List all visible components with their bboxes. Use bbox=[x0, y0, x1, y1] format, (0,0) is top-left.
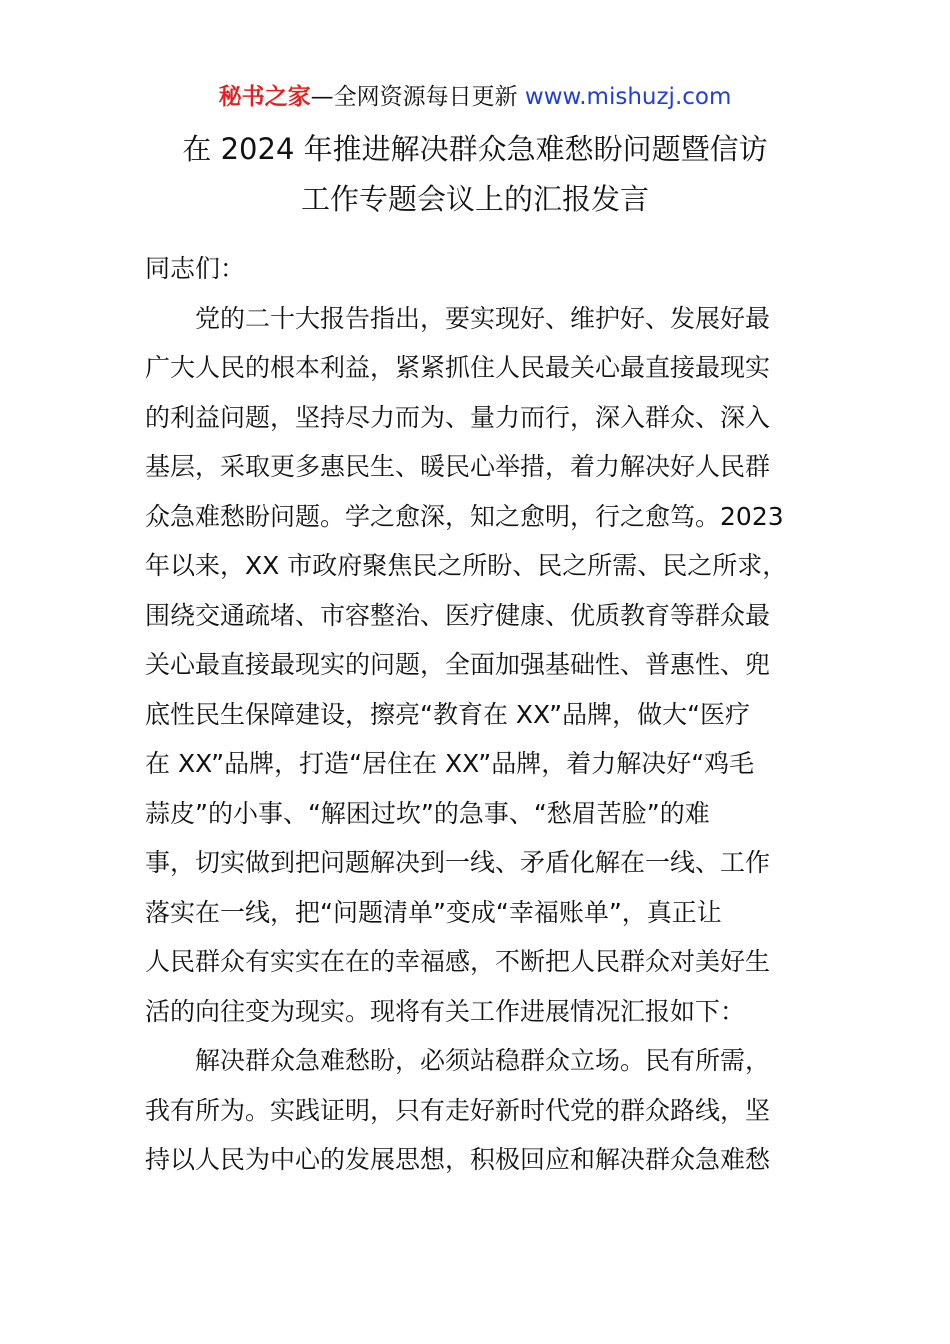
document-title-line-2: 工作专题会议上的汇报发言 bbox=[300, 182, 649, 216]
body-line: 我有所为。实践证明，只有走好新时代党的群众路线，坚 bbox=[145, 1095, 771, 1125]
body-line: 蒜皮”的小事、“解困过坎”的急事、“愁眉苦脸”的难 bbox=[145, 798, 710, 828]
body-line: 的利益问题，坚持尽力而为、量力而行，深入群众、深入 bbox=[145, 402, 771, 432]
body-line: 持以人民为中心的发展思想，积极回应和解决群众急难愁 bbox=[145, 1145, 771, 1174]
body-line: 事，切实做到把问题解决到一线、矛盾化解在一线、工作 bbox=[145, 848, 771, 877]
body-line: 基层，采取更多惠民生、暖民心举措，着力解决好人民群 bbox=[145, 452, 771, 481]
body-line: 底性民生保障建设，擦亮“教育在 XX”品牌，做大“医疗 bbox=[145, 699, 751, 729]
body-line: 人民群众有实实在在的幸福感，不断把人民群众对美好生 bbox=[145, 947, 771, 976]
body-text bbox=[145, 244, 825, 1185]
body-line: 落实在一线，把“问题清单”变成“幸福账单”，真正让 bbox=[145, 897, 722, 927]
body-line: 活的向往变为现实。现将有关工作进展情况汇报如下： bbox=[145, 996, 746, 1026]
header-tagline: —全网资源每日更新 bbox=[310, 84, 518, 110]
document-title-line-1: 在 2024 年推进解决群众急难愁盼问题暨信访 bbox=[182, 132, 768, 166]
body-line: 年以来，XX 市政府聚焦民之所盼、民之所需、民之所求， bbox=[145, 551, 788, 580]
brand-name: 秘书之家 bbox=[218, 84, 311, 110]
body-line: 党的二十大报告指出，要实现好、维护好、发展好最 bbox=[145, 303, 771, 333]
site-header bbox=[0, 80, 950, 114]
body-line: 同志们： bbox=[145, 254, 246, 283]
body-line: 围绕交通疏堵、市容整治、医疗健康、优质教育等群众最 bbox=[145, 600, 771, 630]
body-line: 众急难愁盼问题。学之愈深，知之愈明，行之愈笃。2023 bbox=[145, 501, 784, 531]
body-line: 关心最直接最现实的问题，全面加强基础性、普惠性、兜 bbox=[145, 650, 771, 679]
site-url-link[interactable]: www.mishuzj.com bbox=[524, 84, 732, 110]
body-line: 解决群众急难愁盼，必须站稳群众立场。民有所需， bbox=[145, 1046, 771, 1075]
body-line: 在 XX”品牌，打造“居住在 XX”品牌，着力解决好“鸡毛 bbox=[145, 749, 755, 778]
body-line: 广大人民的根本利益，紧紧抓住人民最关心最直接最现实 bbox=[145, 353, 771, 382]
